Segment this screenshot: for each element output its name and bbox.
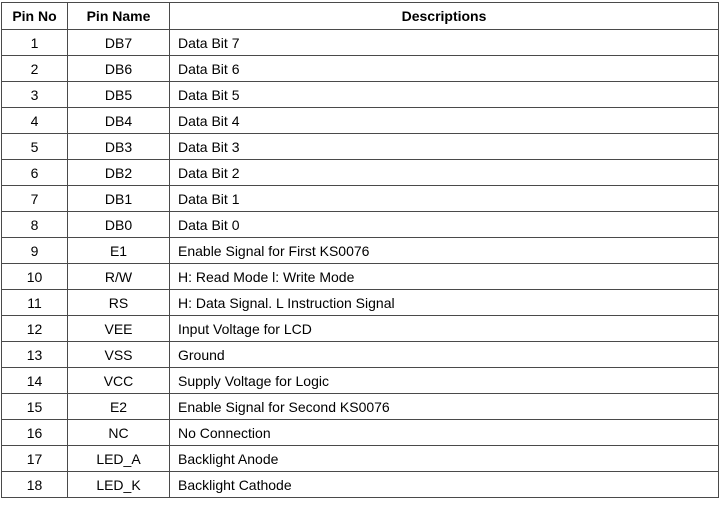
table-row — [2, 420, 719, 446]
table-body — [2, 30, 719, 498]
pin-description-cell: Data Bit 0 — [170, 212, 719, 238]
table-row — [2, 290, 719, 316]
pin-number-cell: 4 — [2, 108, 68, 134]
pin-name-cell: DB0 — [68, 212, 170, 238]
pin-description-cell: Data Bit 3 — [170, 134, 719, 160]
table-row — [2, 30, 719, 56]
pin-description-cell: Backlight Cathode — [170, 472, 719, 498]
pin-description-cell: Enable Signal for Second KS0076 — [170, 394, 719, 420]
pin-number-cell: 18 — [2, 472, 68, 498]
pin-name-cell: VSS — [68, 342, 170, 368]
pin-name-cell: E1 — [68, 238, 170, 264]
pin-name-cell: DB6 — [68, 56, 170, 82]
table-row — [2, 212, 719, 238]
pin-number-cell: 11 — [2, 290, 68, 316]
table-header-row — [2, 3, 719, 30]
table-row — [2, 316, 719, 342]
table-row — [2, 108, 719, 134]
pin-number-cell: 10 — [2, 264, 68, 290]
pin-number-cell: 14 — [2, 368, 68, 394]
pin-description-cell: Input Voltage for LCD — [170, 316, 719, 342]
pin-description-cell: H: Read Mode l: Write Mode — [170, 264, 719, 290]
pin-name-cell: E2 — [68, 394, 170, 420]
pin-name-cell: NC — [68, 420, 170, 446]
header-pin-no: Pin No — [2, 3, 68, 30]
table-row — [2, 186, 719, 212]
table-row — [2, 264, 719, 290]
pin-name-cell: DB5 — [68, 82, 170, 108]
pin-description-cell: H: Data Signal. L Instruction Signal — [170, 290, 719, 316]
table-row — [2, 342, 719, 368]
pin-number-cell: 7 — [2, 186, 68, 212]
pin-name-cell: VCC — [68, 368, 170, 394]
pin-number-cell: 9 — [2, 238, 68, 264]
pin-description-cell: No Connection — [170, 420, 719, 446]
pin-name-cell: R/W — [68, 264, 170, 290]
pin-number-cell: 1 — [2, 30, 68, 56]
table-row — [2, 160, 719, 186]
pin-number-cell: 13 — [2, 342, 68, 368]
pin-description-cell: Backlight Anode — [170, 446, 719, 472]
pin-number-cell: 16 — [2, 420, 68, 446]
pin-name-cell: DB4 — [68, 108, 170, 134]
pin-description-cell: Ground — [170, 342, 719, 368]
pin-number-cell: 15 — [2, 394, 68, 420]
pin-number-cell: 17 — [2, 446, 68, 472]
pin-description-cell: Data Bit 6 — [170, 56, 719, 82]
pin-description-cell: Supply Voltage for Logic — [170, 368, 719, 394]
pin-number-cell: 8 — [2, 212, 68, 238]
pin-description-cell: Enable Signal for First KS0076 — [170, 238, 719, 264]
pin-description-cell: Data Bit 2 — [170, 160, 719, 186]
pin-number-cell: 12 — [2, 316, 68, 342]
pin-description-cell: Data Bit 1 — [170, 186, 719, 212]
pin-number-cell: 5 — [2, 134, 68, 160]
table-row — [2, 82, 719, 108]
table-row — [2, 368, 719, 394]
table-row — [2, 472, 719, 498]
pin-name-cell: LED_A — [68, 446, 170, 472]
table-row — [2, 56, 719, 82]
pin-number-cell: 2 — [2, 56, 68, 82]
pin-name-cell: DB1 — [68, 186, 170, 212]
pin-name-cell: DB3 — [68, 134, 170, 160]
pin-name-cell: RS — [68, 290, 170, 316]
pin-number-cell: 6 — [2, 160, 68, 186]
table-row — [2, 134, 719, 160]
pin-description-table — [1, 2, 719, 498]
pin-name-cell: VEE — [68, 316, 170, 342]
table-row — [2, 394, 719, 420]
header-pin-name: Pin Name — [68, 3, 170, 30]
header-descriptions: Descriptions — [170, 3, 719, 30]
pin-description-cell: Data Bit 4 — [170, 108, 719, 134]
pin-name-cell: DB7 — [68, 30, 170, 56]
pin-name-cell: DB2 — [68, 160, 170, 186]
pin-description-cell: Data Bit 5 — [170, 82, 719, 108]
pin-name-cell: LED_K — [68, 472, 170, 498]
pin-description-cell: Data Bit 7 — [170, 30, 719, 56]
pin-number-cell: 3 — [2, 82, 68, 108]
table-row — [2, 238, 719, 264]
table-row — [2, 446, 719, 472]
